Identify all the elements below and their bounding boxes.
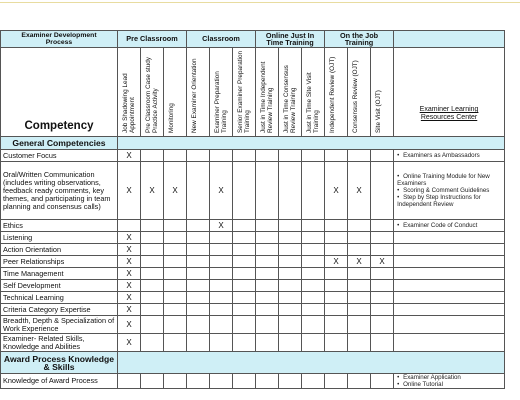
mark-cell	[233, 374, 256, 389]
mark-cell	[325, 232, 348, 244]
mark-cell	[233, 268, 256, 280]
mark-cell	[302, 232, 325, 244]
mark-cell	[348, 268, 371, 280]
mark-cell	[233, 334, 256, 352]
mark-cell	[279, 220, 302, 232]
competency-label: Technical Learning	[1, 292, 118, 304]
resource-cell	[394, 150, 505, 162]
resource-cell	[394, 256, 505, 268]
mark-cell	[210, 150, 233, 162]
mark-cell: X	[118, 268, 141, 280]
mark-cell	[256, 374, 279, 389]
resource-item	[397, 374, 504, 381]
resource-text: Online Training Module for New Examiners	[397, 173, 490, 187]
competency-label: Listening	[1, 232, 118, 244]
mark-cell	[164, 334, 187, 352]
mark-cell	[141, 280, 164, 292]
mark-cell	[302, 334, 325, 352]
column-header: Independent Review (OJT)	[325, 48, 348, 137]
mark-cell: X	[118, 256, 141, 268]
mark-cell	[256, 256, 279, 268]
mark-cell	[210, 334, 233, 352]
resource-cell	[394, 220, 505, 232]
mark-cell	[325, 316, 348, 334]
resource-cell	[394, 280, 505, 292]
mark-cell	[141, 304, 164, 316]
resource-item	[397, 381, 504, 388]
column-header: Just in Time Site Visit Training	[302, 48, 325, 137]
mark-cell	[141, 150, 164, 162]
mark-cell	[371, 316, 394, 334]
mark-cell: X	[348, 162, 371, 220]
mark-cell	[325, 292, 348, 304]
competency-label: Knowledge of Award Process	[1, 374, 118, 389]
mark-cell	[279, 256, 302, 268]
mark-cell: X	[118, 292, 141, 304]
resource-text: Step by Step Instructions for Independent Review	[397, 194, 481, 208]
mark-cell	[371, 304, 394, 316]
mark-cell	[256, 292, 279, 304]
mark-cell	[371, 162, 394, 220]
column-header: New Examiner Orientation	[187, 48, 210, 137]
resource-cell	[394, 292, 505, 304]
mark-cell	[325, 334, 348, 352]
mark-cell	[279, 232, 302, 244]
mark-cell	[371, 280, 394, 292]
group-online-training: Online Just In Time Training	[256, 31, 325, 48]
bullet-icon: •	[397, 374, 400, 381]
mark-cell	[210, 374, 233, 389]
mark-cell	[371, 150, 394, 162]
mark-cell	[371, 292, 394, 304]
resource-text: Examiners as Ambassadors	[403, 152, 480, 159]
resource-text: Online Tutorial	[403, 381, 443, 388]
mark-cell	[233, 316, 256, 334]
section-title: General Competencies	[1, 137, 118, 150]
mark-cell	[279, 316, 302, 334]
mark-cell	[141, 256, 164, 268]
mark-cell: X	[118, 244, 141, 256]
mark-cell	[302, 268, 325, 280]
mark-cell	[164, 150, 187, 162]
examiner-process-header: Examiner Development Process	[1, 31, 118, 48]
matrix-body	[1, 137, 505, 389]
mark-cell	[210, 232, 233, 244]
mark-cell	[187, 232, 210, 244]
resources-header: Examiner Learning Resources Center	[394, 48, 505, 137]
mark-cell	[302, 150, 325, 162]
mark-cell	[187, 280, 210, 292]
mark-cell: X	[118, 316, 141, 334]
mark-cell	[164, 268, 187, 280]
mark-cell	[302, 292, 325, 304]
mark-cell	[256, 150, 279, 162]
column-header: Site Visit (OJT)	[371, 48, 394, 137]
mark-cell	[279, 162, 302, 220]
mark-cell	[164, 316, 187, 334]
group-pre-classroom: Pre Classroom	[118, 31, 187, 48]
mark-cell	[256, 220, 279, 232]
mark-cell	[187, 374, 210, 389]
mark-cell	[141, 374, 164, 389]
mark-cell	[371, 268, 394, 280]
resource-text: Examiner Code of Conduct	[403, 222, 478, 229]
mark-cell	[371, 374, 394, 389]
resource-item	[397, 187, 504, 194]
table-row	[1, 374, 505, 389]
mark-cell	[141, 292, 164, 304]
mark-cell	[187, 220, 210, 232]
mark-cell	[279, 334, 302, 352]
mark-cell	[187, 256, 210, 268]
competency-label: Time Management	[1, 268, 118, 280]
resource-cell	[394, 316, 505, 334]
mark-cell	[279, 280, 302, 292]
mark-cell	[348, 232, 371, 244]
competency-label: Oral/Written Communication (includes writing observations, feedback ready comments, key themes, and participating in team planning and consensus calls)	[1, 162, 118, 220]
resource-cell	[394, 268, 505, 280]
mark-cell	[141, 334, 164, 352]
resource-cell	[394, 162, 505, 220]
resources-top-cell	[394, 31, 505, 48]
bullet-icon: •	[397, 173, 400, 180]
table-row	[1, 162, 505, 220]
table-row	[1, 244, 505, 256]
mark-cell	[279, 268, 302, 280]
mark-cell	[325, 268, 348, 280]
top-text-fragment	[243, 0, 318, 2]
table-row	[1, 220, 505, 232]
mark-cell	[302, 244, 325, 256]
mark-cell	[118, 374, 141, 389]
competency-header: Competency	[1, 48, 118, 137]
mark-cell	[187, 304, 210, 316]
mark-cell	[164, 304, 187, 316]
mark-cell	[210, 244, 233, 256]
mark-cell	[187, 150, 210, 162]
mark-cell	[279, 244, 302, 256]
mark-cell	[233, 162, 256, 220]
resource-cell	[394, 334, 505, 352]
mark-cell	[348, 334, 371, 352]
resource-cell	[394, 244, 505, 256]
mark-cell	[302, 280, 325, 292]
resource-cell	[394, 374, 505, 389]
mark-cell	[141, 244, 164, 256]
mark-cell	[302, 162, 325, 220]
top-banner	[0, 0, 520, 6]
mark-cell	[256, 232, 279, 244]
mark-cell	[256, 244, 279, 256]
mark-cell: X	[210, 162, 233, 220]
mark-cell: X	[371, 256, 394, 268]
competency-label: Action Orientation	[1, 244, 118, 256]
mark-cell	[256, 162, 279, 220]
mark-cell	[325, 280, 348, 292]
mark-cell	[233, 292, 256, 304]
mark-cell	[348, 316, 371, 334]
mark-cell	[371, 334, 394, 352]
competency-label: Customer Focus	[1, 150, 118, 162]
competency-matrix-table	[0, 30, 505, 389]
resource-item	[397, 222, 504, 229]
competency-label: Examiner- Related Skills, Knowledge and Abilities	[1, 334, 118, 352]
mark-cell	[164, 374, 187, 389]
mark-cell	[141, 232, 164, 244]
competency-label: Breadth, Depth & Specialization of Work Experience	[1, 316, 118, 334]
mark-cell	[164, 280, 187, 292]
mark-cell	[279, 304, 302, 316]
resource-item	[397, 152, 504, 159]
table-row	[1, 268, 505, 280]
mark-cell: X	[118, 162, 141, 220]
mark-cell	[164, 232, 187, 244]
column-header: Senior Examiner Preparation Training	[233, 48, 256, 137]
mark-cell	[187, 334, 210, 352]
mark-cell: X	[348, 256, 371, 268]
group-on-the-job: On the Job Training	[325, 31, 394, 48]
mark-cell	[256, 304, 279, 316]
mark-cell	[210, 268, 233, 280]
column-header: Pre Classroom Case study Practice Activity	[141, 48, 164, 137]
competency-label: Self Development	[1, 280, 118, 292]
mark-cell: X	[118, 150, 141, 162]
mark-cell	[233, 232, 256, 244]
competency-label: Criteria Category Expertise	[1, 304, 118, 316]
mark-cell	[348, 292, 371, 304]
mark-cell	[210, 292, 233, 304]
mark-cell	[279, 374, 302, 389]
column-header: Monitoring	[164, 48, 187, 137]
column-header: Consensus Review (OJT)	[348, 48, 371, 137]
mark-cell	[187, 292, 210, 304]
resource-cell	[394, 304, 505, 316]
group-classroom: Classroom	[187, 31, 256, 48]
resource-item	[397, 194, 504, 208]
mark-cell	[210, 304, 233, 316]
mark-cell	[325, 220, 348, 232]
mark-cell	[233, 280, 256, 292]
mark-cell	[279, 150, 302, 162]
bullet-icon: •	[397, 222, 400, 229]
resource-text: Scoring & Comment Guidelines	[403, 187, 490, 194]
mark-cell	[348, 280, 371, 292]
bullet-icon: •	[397, 187, 400, 194]
mark-cell: X	[325, 162, 348, 220]
column-header: Just in Time Independent Review Training	[256, 48, 279, 137]
mark-cell: X	[325, 256, 348, 268]
mark-cell	[302, 256, 325, 268]
mark-cell	[141, 316, 164, 334]
mark-cell	[256, 334, 279, 352]
table-row	[1, 316, 505, 334]
resource-cell	[394, 232, 505, 244]
mark-cell	[164, 292, 187, 304]
mark-cell: X	[141, 162, 164, 220]
bullet-icon: •	[397, 152, 400, 159]
table-row	[1, 334, 505, 352]
mark-cell	[187, 316, 210, 334]
mark-cell	[141, 268, 164, 280]
mark-cell: X	[118, 280, 141, 292]
mark-cell	[141, 220, 164, 232]
table-row	[1, 256, 505, 268]
mark-cell: X	[118, 304, 141, 316]
mark-cell	[325, 304, 348, 316]
mark-cell	[302, 374, 325, 389]
table-row	[1, 304, 505, 316]
mark-cell	[233, 150, 256, 162]
mark-cell: X	[164, 162, 187, 220]
mark-cell	[256, 280, 279, 292]
competency-label: Ethics	[1, 220, 118, 232]
mark-cell	[325, 150, 348, 162]
table-row	[1, 150, 505, 162]
mark-cell	[348, 220, 371, 232]
mark-cell	[348, 304, 371, 316]
mark-cell: X	[118, 232, 141, 244]
resource-text: Examiner Application	[403, 374, 461, 381]
mark-cell	[256, 316, 279, 334]
mark-cell	[233, 244, 256, 256]
mark-cell	[233, 256, 256, 268]
mark-cell	[348, 374, 371, 389]
competency-label: Peer Relationships	[1, 256, 118, 268]
mark-cell	[371, 244, 394, 256]
table-row	[1, 232, 505, 244]
mark-cell	[348, 150, 371, 162]
column-header: Just in Time Consensus Review Training	[279, 48, 302, 137]
mark-cell	[187, 162, 210, 220]
table-row	[1, 280, 505, 292]
mark-cell	[371, 232, 394, 244]
column-header: Job Shadowing Lead Appointment	[118, 48, 141, 137]
column-header: Examiner Preparation Training	[210, 48, 233, 137]
table-row	[1, 292, 505, 304]
mark-cell	[210, 280, 233, 292]
section-band	[118, 352, 505, 374]
mark-cell: X	[210, 220, 233, 232]
mark-cell	[164, 220, 187, 232]
mark-cell	[210, 316, 233, 334]
mark-cell	[256, 268, 279, 280]
section-band	[118, 137, 505, 150]
top-rule	[0, 2, 520, 3]
mark-cell	[371, 220, 394, 232]
mark-cell	[233, 304, 256, 316]
bullet-icon: •	[397, 194, 400, 201]
mark-cell	[187, 244, 210, 256]
mark-cell	[325, 374, 348, 389]
mark-cell: X	[118, 334, 141, 352]
mark-cell	[302, 316, 325, 334]
mark-cell	[233, 220, 256, 232]
mark-cell	[164, 244, 187, 256]
bullet-icon: •	[397, 381, 400, 388]
mark-cell	[210, 256, 233, 268]
mark-cell	[164, 256, 187, 268]
mark-cell	[118, 220, 141, 232]
mark-cell	[187, 268, 210, 280]
section-title: Award Process Knowledge & Skills	[1, 352, 118, 374]
mark-cell	[302, 220, 325, 232]
mark-cell	[302, 304, 325, 316]
mark-cell	[325, 244, 348, 256]
mark-cell	[348, 244, 371, 256]
resource-item	[397, 173, 504, 187]
mark-cell	[279, 292, 302, 304]
